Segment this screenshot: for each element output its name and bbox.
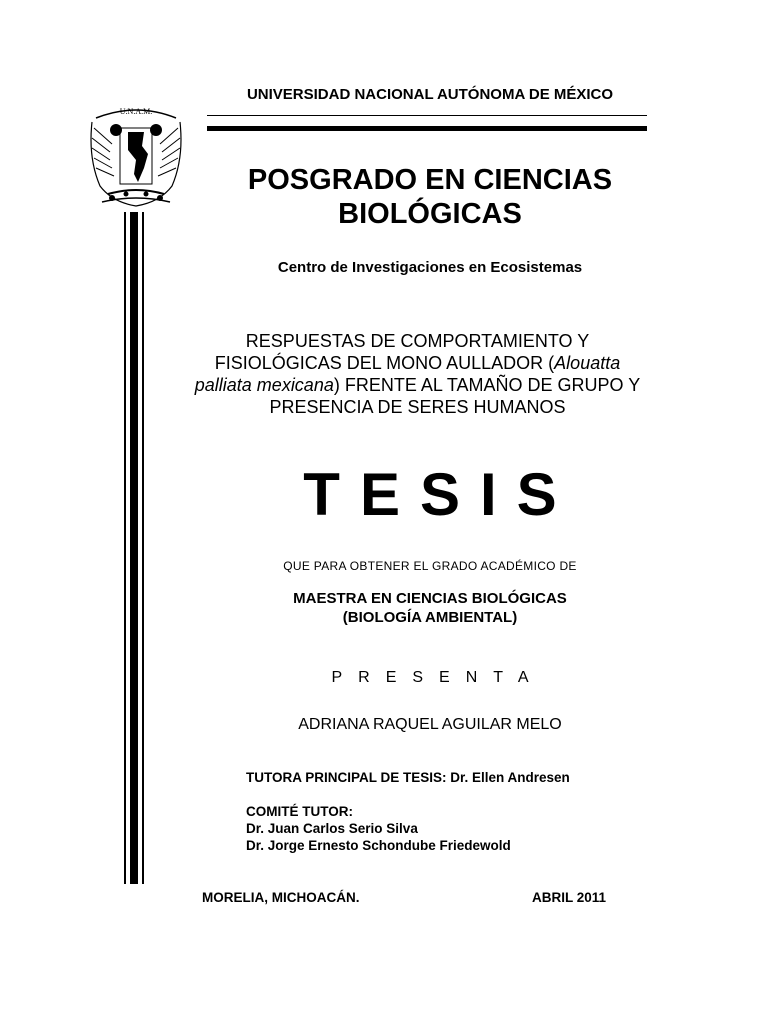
university-name: UNIVERSIDAD NACIONAL AUTÓNOMA DE MÉXICO bbox=[246, 86, 614, 103]
seal-text: U.N.A.M. bbox=[119, 107, 153, 116]
thesis-title-line1: RESPUESTAS DE COMPORTAMIENTO Y bbox=[245, 331, 590, 351]
place: MORELIA, MICHOACÁN. bbox=[202, 890, 360, 905]
thesis-title-line2 bbox=[160, 352, 675, 374]
header-rule-thick bbox=[207, 126, 647, 131]
unam-seal-logo bbox=[82, 98, 190, 216]
thesis-title-species-genus: Alouatta bbox=[554, 353, 621, 373]
author-name: ADRIANA RAQUEL AGUILAR MELO bbox=[298, 716, 562, 733]
program-title bbox=[200, 163, 660, 231]
degree-purpose: QUE PARA OBTENER EL GRADO ACADÉMICO DE bbox=[283, 559, 577, 573]
committee-block bbox=[246, 803, 666, 854]
research-center: Centro de Investigaciones en Ecosistemas bbox=[277, 259, 583, 276]
committee-heading: COMITÉ TUTOR: bbox=[246, 804, 353, 819]
thesis-title-line4: PRESENCIA DE SERES HUMANOS bbox=[269, 397, 566, 417]
program-title-line1: POSGRADO EN CIENCIAS bbox=[247, 164, 613, 196]
document-type: TESIS bbox=[303, 461, 577, 528]
thesis-title-line3-text: ) FRENTE AL TAMAÑO DE GRUPO Y bbox=[333, 375, 641, 395]
program-title-line2: BIOLÓGICAS bbox=[338, 198, 522, 230]
degree-name-line2: (BIOLOGÍA AMBIENTAL) bbox=[342, 609, 518, 626]
presenta-label: PRESENTA bbox=[331, 669, 545, 686]
committee-member: Dr. Jorge Ernesto Schondube Friedewold bbox=[246, 838, 511, 853]
thesis-title-line3 bbox=[160, 374, 675, 396]
degree-name-line1: MAESTRA EN CIENCIAS BIOLÓGICAS bbox=[293, 590, 567, 607]
date: ABRIL 2011 bbox=[531, 890, 606, 905]
header-rule-thin bbox=[207, 115, 647, 116]
thesis-title-species-name: palliata mexicana bbox=[194, 375, 334, 395]
vertical-rule-decoration bbox=[124, 212, 146, 884]
thesis-title-line2-text: FISIOLÓGICAS DEL MONO AULLADOR ( bbox=[214, 353, 555, 373]
degree-name bbox=[200, 589, 660, 627]
committee-member: Dr. Juan Carlos Serio Silva bbox=[246, 821, 418, 836]
thesis-title bbox=[160, 330, 675, 418]
principal-tutor: TUTORA PRINCIPAL DE TESIS: Dr. Ellen Andresen bbox=[246, 770, 570, 785]
